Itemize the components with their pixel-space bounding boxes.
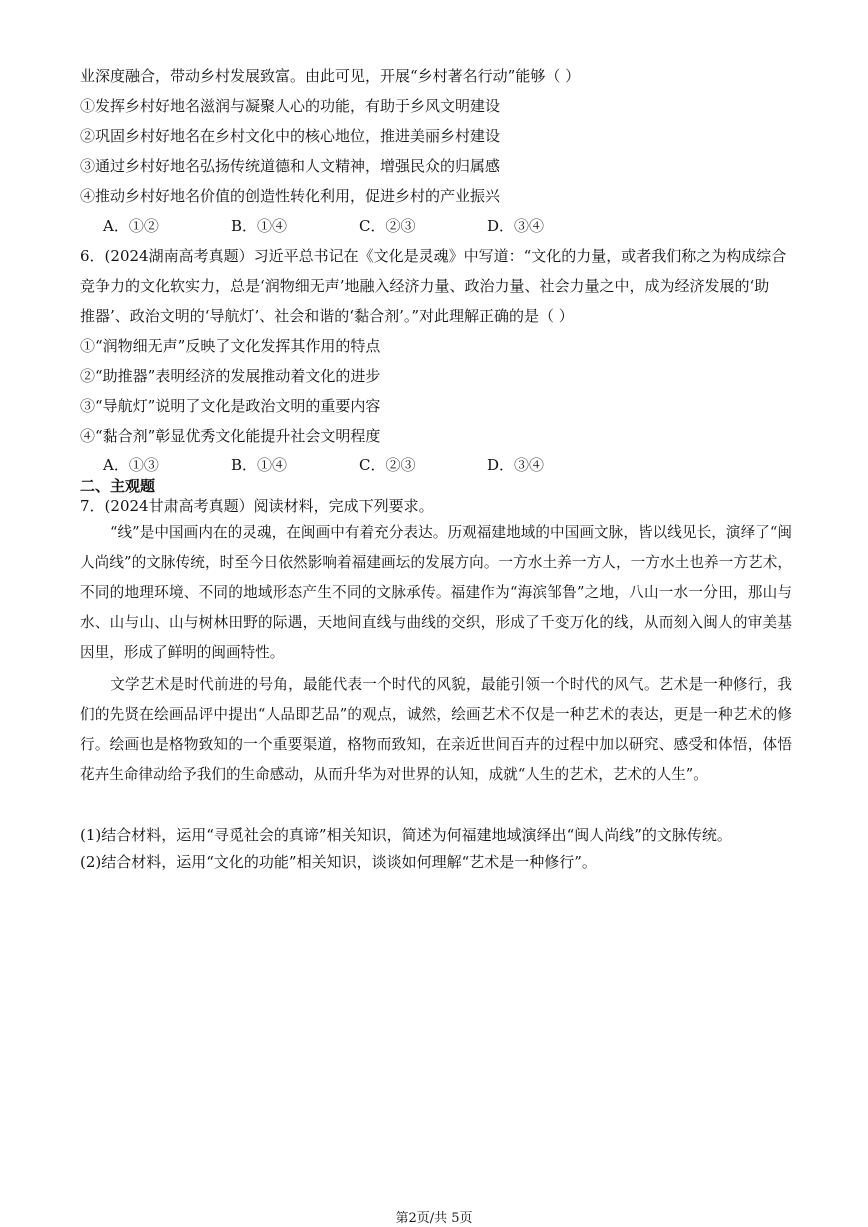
q6-options xyxy=(103,455,544,475)
q6-statement-3: ③“导航灯”说明了文化是政治文明的重要内容 xyxy=(80,397,381,415)
q6-option-a[interactable]: A．①③ xyxy=(103,456,159,474)
q5-option-c[interactable]: C．②③ xyxy=(359,217,416,235)
section-heading: 二、主观题 xyxy=(80,477,156,495)
q6-statement-1: ①“润物细无声”反映了文化发挥其作用的特点 xyxy=(80,337,381,355)
q7-material-paragraph-1 xyxy=(80,518,792,668)
q5-statement-4: ④推动乡村好地名价值的创造性转化利用，促进乡村的产业振兴 xyxy=(80,187,501,205)
q5-option-a[interactable]: A．①② xyxy=(103,217,159,235)
q6-option-b[interactable]: B．①④ xyxy=(231,456,288,474)
q7-subquestion-2: (2)结合材料，运用“文化的功能”相关知识，谈谈如何理解“艺术是一种修行”。 xyxy=(80,853,597,871)
q6-stem-line-1: 6．(2024湖南高考真题）习近平总书记在《文化是灵魂》中写道：“文化的力量，或者我们称之为构成综合 xyxy=(80,247,787,265)
q7-subquestion-1: (1)结合材料，运用“寻觅社会的真谛”相关知识，简述为何福建地域演绎出“闽人尚线”的文脉传统。 xyxy=(80,826,732,844)
q5-stem-tail: 业深度融合，带动乡村发展致富。由此可见，开展“乡村著名行动”能够（ ） xyxy=(80,67,581,85)
q5-option-b[interactable]: B．①④ xyxy=(231,217,288,235)
q7-para2-text: 文学艺术是时代前进的号角，最能代表一个时代的风貌，最能引领一个时代的风气。艺术是一种修行，我们的先贤在绘画品评中提出“人品即艺品”的观点，诚然，绘画艺术不仅是一种艺术的表达，更是一种艺术的修行。绘画也是格物致知的一个重要渠道，格物而致知，在亲近世间百卉的过程中加以研究、感受和体悟，体悟花卉生命律动给予我们的生命感动，从而升华为对世界的认知，成就“人生的艺术，艺术的人生”。 xyxy=(80,676,792,783)
q5-statement-3: ③通过乡村好地名弘扬传统道德和人文精神，增强民众的归属感 xyxy=(80,157,501,175)
q6-stem-line-3: 推器’、政治文明的‘导航灯’、社会和谐的‘黏合剂’。”对此理解正确的是（ ） xyxy=(80,307,574,325)
q6-option-c[interactable]: C．②③ xyxy=(359,456,416,474)
q7-para1-text: “线”是中国画内在的灵魂，在闽画中有着充分表达。历观福建地域的中国画文脉，皆以线见长，演绎了“闽人尚线”的文脉传统，时至今日依然影响着福建画坛的发展方向。一方水土养一方人，一方水土也养一方艺术，不同的地理环境、不同的地域形态产生不同的文脉承传。福建作为“海滨邹鲁”之地，八山一水一分田，那山与水、山与山、山与树林田野的际遇，天地间直线与曲线的交织，形成了千变万化的线，从而刻入闽人的审美基因里，形成了鲜明的闽画特性。 xyxy=(80,524,792,661)
q5-statement-1: ①发挥乡村好地名滋润与凝聚人心的功能，有助于乡风文明建设 xyxy=(80,97,501,115)
q6-stem-line-2: 竞争力的文化软实力，总是‘润物细无声’地融入经济力量、政治力量、社会力量之中，成为经济发展的‘助 xyxy=(80,277,770,295)
q5-statement-2: ②巩固乡村好地名在乡村文化中的核心地位，推进美丽乡村建设 xyxy=(80,127,501,145)
q6-statement-2: ②“助推器”表明经济的发展推动着文化的进步 xyxy=(80,367,381,385)
q6-statement-4: ④“黏合剂”彰显优秀文化能提升社会文明程度 xyxy=(80,427,381,445)
q5-options xyxy=(103,216,544,236)
q6-option-d[interactable]: D．③④ xyxy=(487,456,545,474)
q5-option-d[interactable]: D．③④ xyxy=(487,217,545,235)
q7-stem: 7．(2024甘肃高考真题）阅读材料，完成下列要求。 xyxy=(80,497,434,515)
q7-material-paragraph-2 xyxy=(80,670,792,790)
page-number: 第2页/共 5页 xyxy=(395,1211,473,1226)
